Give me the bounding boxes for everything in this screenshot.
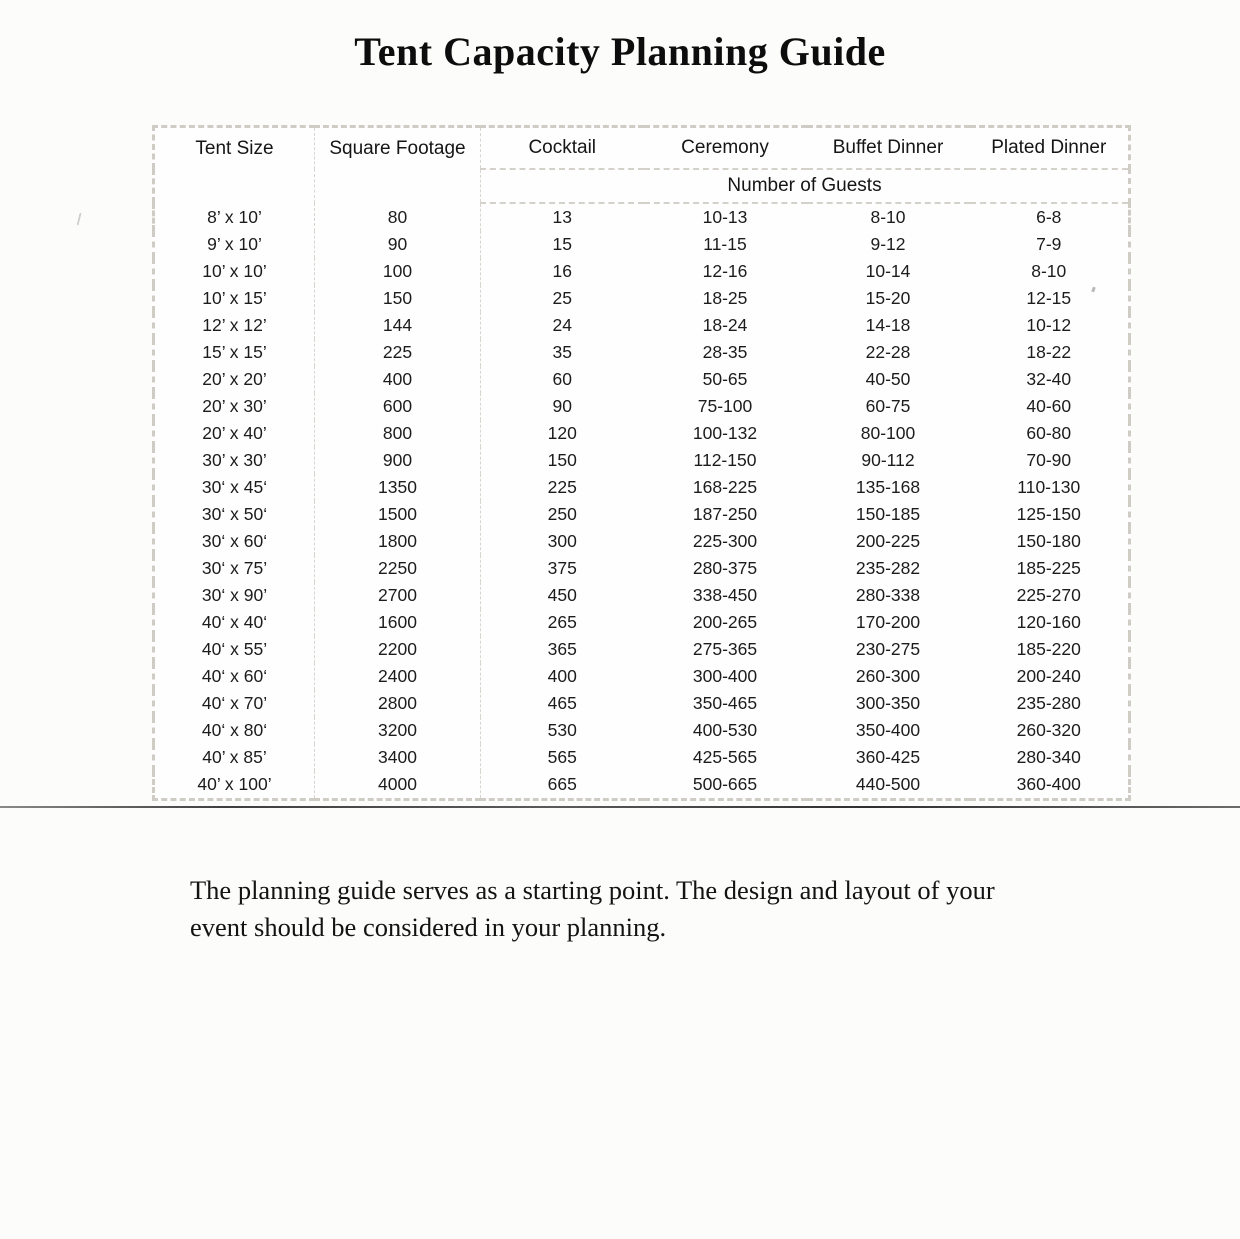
table-cell: 30’ x 30’ [202, 450, 267, 470]
table-cell: 170-200 [855, 612, 921, 632]
table-row [154, 717, 1130, 744]
capacity-table [152, 125, 1131, 801]
table-cell: 400 [481, 663, 644, 690]
table-cell: 30‘ x 75’ [201, 558, 268, 578]
table-cell: 40-50 [865, 369, 911, 389]
table-cell: 2400 [315, 663, 481, 690]
table-cell: 15 [481, 231, 644, 258]
column-header-tent-size: Tent Size [195, 137, 274, 159]
table-cell: 9-12 [870, 234, 906, 254]
table-cell: 10’ x 15’ [202, 288, 267, 308]
table-row [154, 609, 1130, 636]
table-cell: 225 [481, 474, 644, 501]
scan-artifact [77, 212, 86, 226]
table-cell: 500-665 [692, 774, 758, 794]
table-cell: 900 [315, 447, 481, 474]
table-cell: 168-225 [692, 477, 758, 497]
table-cell: 28-35 [702, 342, 748, 362]
table-cell: 350-400 [855, 720, 921, 740]
table-cell: 60-75 [865, 396, 911, 416]
table-row [154, 447, 1130, 474]
note-paragraph [190, 872, 1110, 946]
divider-line [0, 806, 1240, 808]
table-row [154, 393, 1130, 420]
table-cell: 11-15 [703, 234, 747, 254]
table-row [154, 582, 1130, 609]
table-cell: 8-10 [870, 207, 906, 227]
table-row [154, 312, 1130, 339]
table-cell: 15’ x 15’ [202, 342, 267, 362]
table-cell: 465 [481, 690, 644, 717]
banner-spacer [154, 169, 315, 203]
table-cell: 360-425 [855, 747, 921, 767]
table-cell: 260-300 [855, 666, 921, 686]
table-cell: 360-400 [1016, 774, 1081, 794]
table-cell: 40’ x 100’ [197, 774, 272, 794]
table-cell: 400-530 [692, 720, 758, 740]
table-row [154, 203, 1130, 231]
table-row [154, 285, 1130, 312]
table-cell: 2250 [315, 555, 481, 582]
table-cell: 275-365 [692, 639, 758, 659]
table-cell: 20’ x 40’ [202, 423, 267, 443]
table-cell: 225-270 [1016, 585, 1081, 605]
table-cell: 300-400 [692, 666, 758, 686]
table-row [154, 663, 1130, 690]
table-cell: 800 [315, 420, 481, 447]
table-row [154, 339, 1130, 366]
table-cell: 90 [481, 393, 644, 420]
table-cell: 70-90 [1026, 450, 1072, 470]
table-row [154, 771, 1130, 800]
table-cell: 10-12 [1026, 315, 1072, 335]
table-cell: 2800 [315, 690, 481, 717]
table-cell: 300 [481, 528, 644, 555]
table-cell: 30‘ x 45‘ [201, 477, 268, 497]
table-cell: 280-375 [692, 558, 758, 578]
table-cell: 600 [315, 393, 481, 420]
table-row [154, 420, 1130, 447]
table-cell: 12’ x 12’ [202, 315, 267, 335]
table-cell: 185-220 [1016, 639, 1081, 659]
table-cell: 225 [315, 339, 481, 366]
table-cell: 80 [315, 203, 481, 231]
table-cell: 280-338 [855, 585, 921, 605]
table-cell: 40‘ x 60‘ [201, 666, 268, 686]
table-row [154, 366, 1130, 393]
table-cell: 12-16 [702, 261, 748, 281]
table-cell: 150-180 [1016, 531, 1081, 551]
table-cell: 40‘ x 80‘ [201, 720, 268, 740]
table-cell: 150 [315, 285, 481, 312]
table-cell: 18-25 [702, 288, 748, 308]
table-cell: 225-300 [692, 531, 758, 551]
table-cell: 260-320 [1016, 720, 1081, 740]
table-body [154, 203, 1130, 800]
guests-banner-row [154, 169, 1130, 203]
table-cell: 135-168 [855, 477, 921, 497]
table-cell: 35 [481, 339, 644, 366]
table-cell: 30‘ x 50‘ [201, 504, 268, 524]
table-cell: 75-100 [697, 396, 753, 416]
column-header-plated-dinner: Plated Dinner [991, 137, 1107, 158]
table-cell: 3400 [315, 744, 481, 771]
table-cell: 15-20 [865, 288, 911, 308]
table-cell: 200-265 [692, 612, 758, 632]
table-cell: 440-500 [855, 774, 921, 794]
table-cell: 14-18 [865, 315, 911, 335]
table-cell: 20’ x 20’ [202, 369, 267, 389]
table-cell: 112-150 [693, 450, 757, 470]
table-cell: 150 [481, 447, 644, 474]
table-cell: 265 [481, 609, 644, 636]
table-cell: 2700 [315, 582, 481, 609]
table-cell: 250 [481, 501, 644, 528]
table-cell: 4000 [315, 771, 481, 800]
table-row [154, 528, 1130, 555]
table-cell: 1800 [315, 528, 481, 555]
table-cell: 16 [481, 258, 644, 285]
table-cell: 1600 [315, 609, 481, 636]
number-of-guests-banner: Number of Guests [481, 169, 1130, 203]
table-cell: 100-132 [692, 423, 758, 443]
table-cell: 120 [481, 420, 644, 447]
table-cell: 120-160 [1016, 612, 1081, 632]
table-cell: 187-250 [692, 504, 758, 524]
table-cell: 13 [481, 203, 644, 231]
table-cell: 90 [315, 231, 481, 258]
table-cell: 425-565 [692, 747, 758, 767]
table-cell: 3200 [315, 717, 481, 744]
table-cell: 10-13 [702, 207, 748, 227]
column-header-ceremony: Ceremony [681, 137, 769, 158]
table-cell: 400 [315, 366, 481, 393]
table-cell: 25 [481, 285, 644, 312]
table-row [154, 744, 1130, 771]
page-title: Tent Capacity Planning Guide [354, 29, 886, 74]
table-cell: 60 [481, 366, 644, 393]
table-cell: 200-225 [855, 531, 921, 551]
table-cell: 2200 [315, 636, 481, 663]
banner-spacer [315, 169, 481, 203]
table-cell: 235-280 [1016, 693, 1081, 713]
table-row [154, 231, 1130, 258]
table-row [154, 555, 1130, 582]
table-cell: 40-60 [1026, 396, 1072, 416]
table-cell: 10’ x 10’ [202, 261, 267, 281]
table-cell: 185-225 [1016, 558, 1081, 578]
table-row [154, 501, 1130, 528]
table-cell: 20’ x 30’ [202, 396, 267, 416]
table-cell: 80-100 [860, 423, 916, 443]
table-cell: 450 [481, 582, 644, 609]
table-header-row [154, 127, 1130, 170]
table-cell: 12-15 [1026, 288, 1072, 308]
table-cell: 30‘ x 90’ [201, 585, 268, 605]
table-cell: 7-9 [1036, 234, 1062, 254]
table-cell: 9’ x 10’ [207, 234, 262, 254]
table-cell: 375 [481, 555, 644, 582]
table-cell: 235-282 [855, 558, 921, 578]
column-header-square-footage: Square Footage [315, 127, 481, 170]
table-cell: 100 [315, 258, 481, 285]
note-line: event should be considered in your planning. [190, 912, 667, 942]
table-cell: 18-24 [702, 315, 748, 335]
table-cell: 150-185 [855, 504, 921, 524]
column-header-buffet-dinner: Buffet Dinner [832, 137, 944, 158]
table-cell: 10-14 [865, 261, 911, 281]
table-cell: 110-130 [1017, 477, 1081, 497]
table-cell: 8’ x 10’ [207, 206, 262, 227]
table-cell: 300-350 [855, 693, 921, 713]
table-row [154, 690, 1130, 717]
table-cell: 30‘ x 60‘ [201, 531, 268, 551]
table-cell: 32-40 [1026, 369, 1072, 389]
table-cell: 6-8 [1036, 207, 1062, 227]
table-cell: 230-275 [855, 639, 921, 659]
table-cell: 22-28 [865, 342, 911, 362]
note-line: The planning guide serves as a starting point. The design and layout of your [190, 875, 995, 905]
table-cell: 50-65 [702, 369, 748, 389]
table-row [154, 636, 1130, 663]
table-cell: 40‘ x 70’ [201, 693, 268, 713]
table-row [154, 474, 1130, 501]
table-cell: 665 [481, 771, 644, 800]
table-cell: 144 [315, 312, 481, 339]
table-cell: 350-465 [692, 693, 758, 713]
table-cell: 1500 [315, 501, 481, 528]
table-cell: 530 [481, 717, 644, 744]
table-row [154, 258, 1130, 285]
table-cell: 338-450 [692, 585, 758, 605]
table-cell: 365 [481, 636, 644, 663]
table-cell: 8-10 [1031, 261, 1067, 281]
table-cell: 18-22 [1026, 342, 1072, 362]
table-cell: 60-80 [1026, 423, 1072, 443]
table-cell: 125-150 [1016, 504, 1081, 524]
table-cell: 40‘ x 55’ [201, 639, 268, 659]
table-cell: 90-112 [861, 450, 915, 470]
table-cell: 40‘ x 40‘ [201, 612, 268, 632]
table-cell: 280-340 [1016, 747, 1081, 767]
table-cell: 40’ x 85’ [202, 747, 267, 767]
column-header-cocktail: Cocktail [481, 127, 644, 170]
table-cell: 565 [481, 744, 644, 771]
table-cell: 1350 [315, 474, 481, 501]
table-cell: 200-240 [1016, 666, 1081, 686]
table-cell: 24 [481, 312, 644, 339]
